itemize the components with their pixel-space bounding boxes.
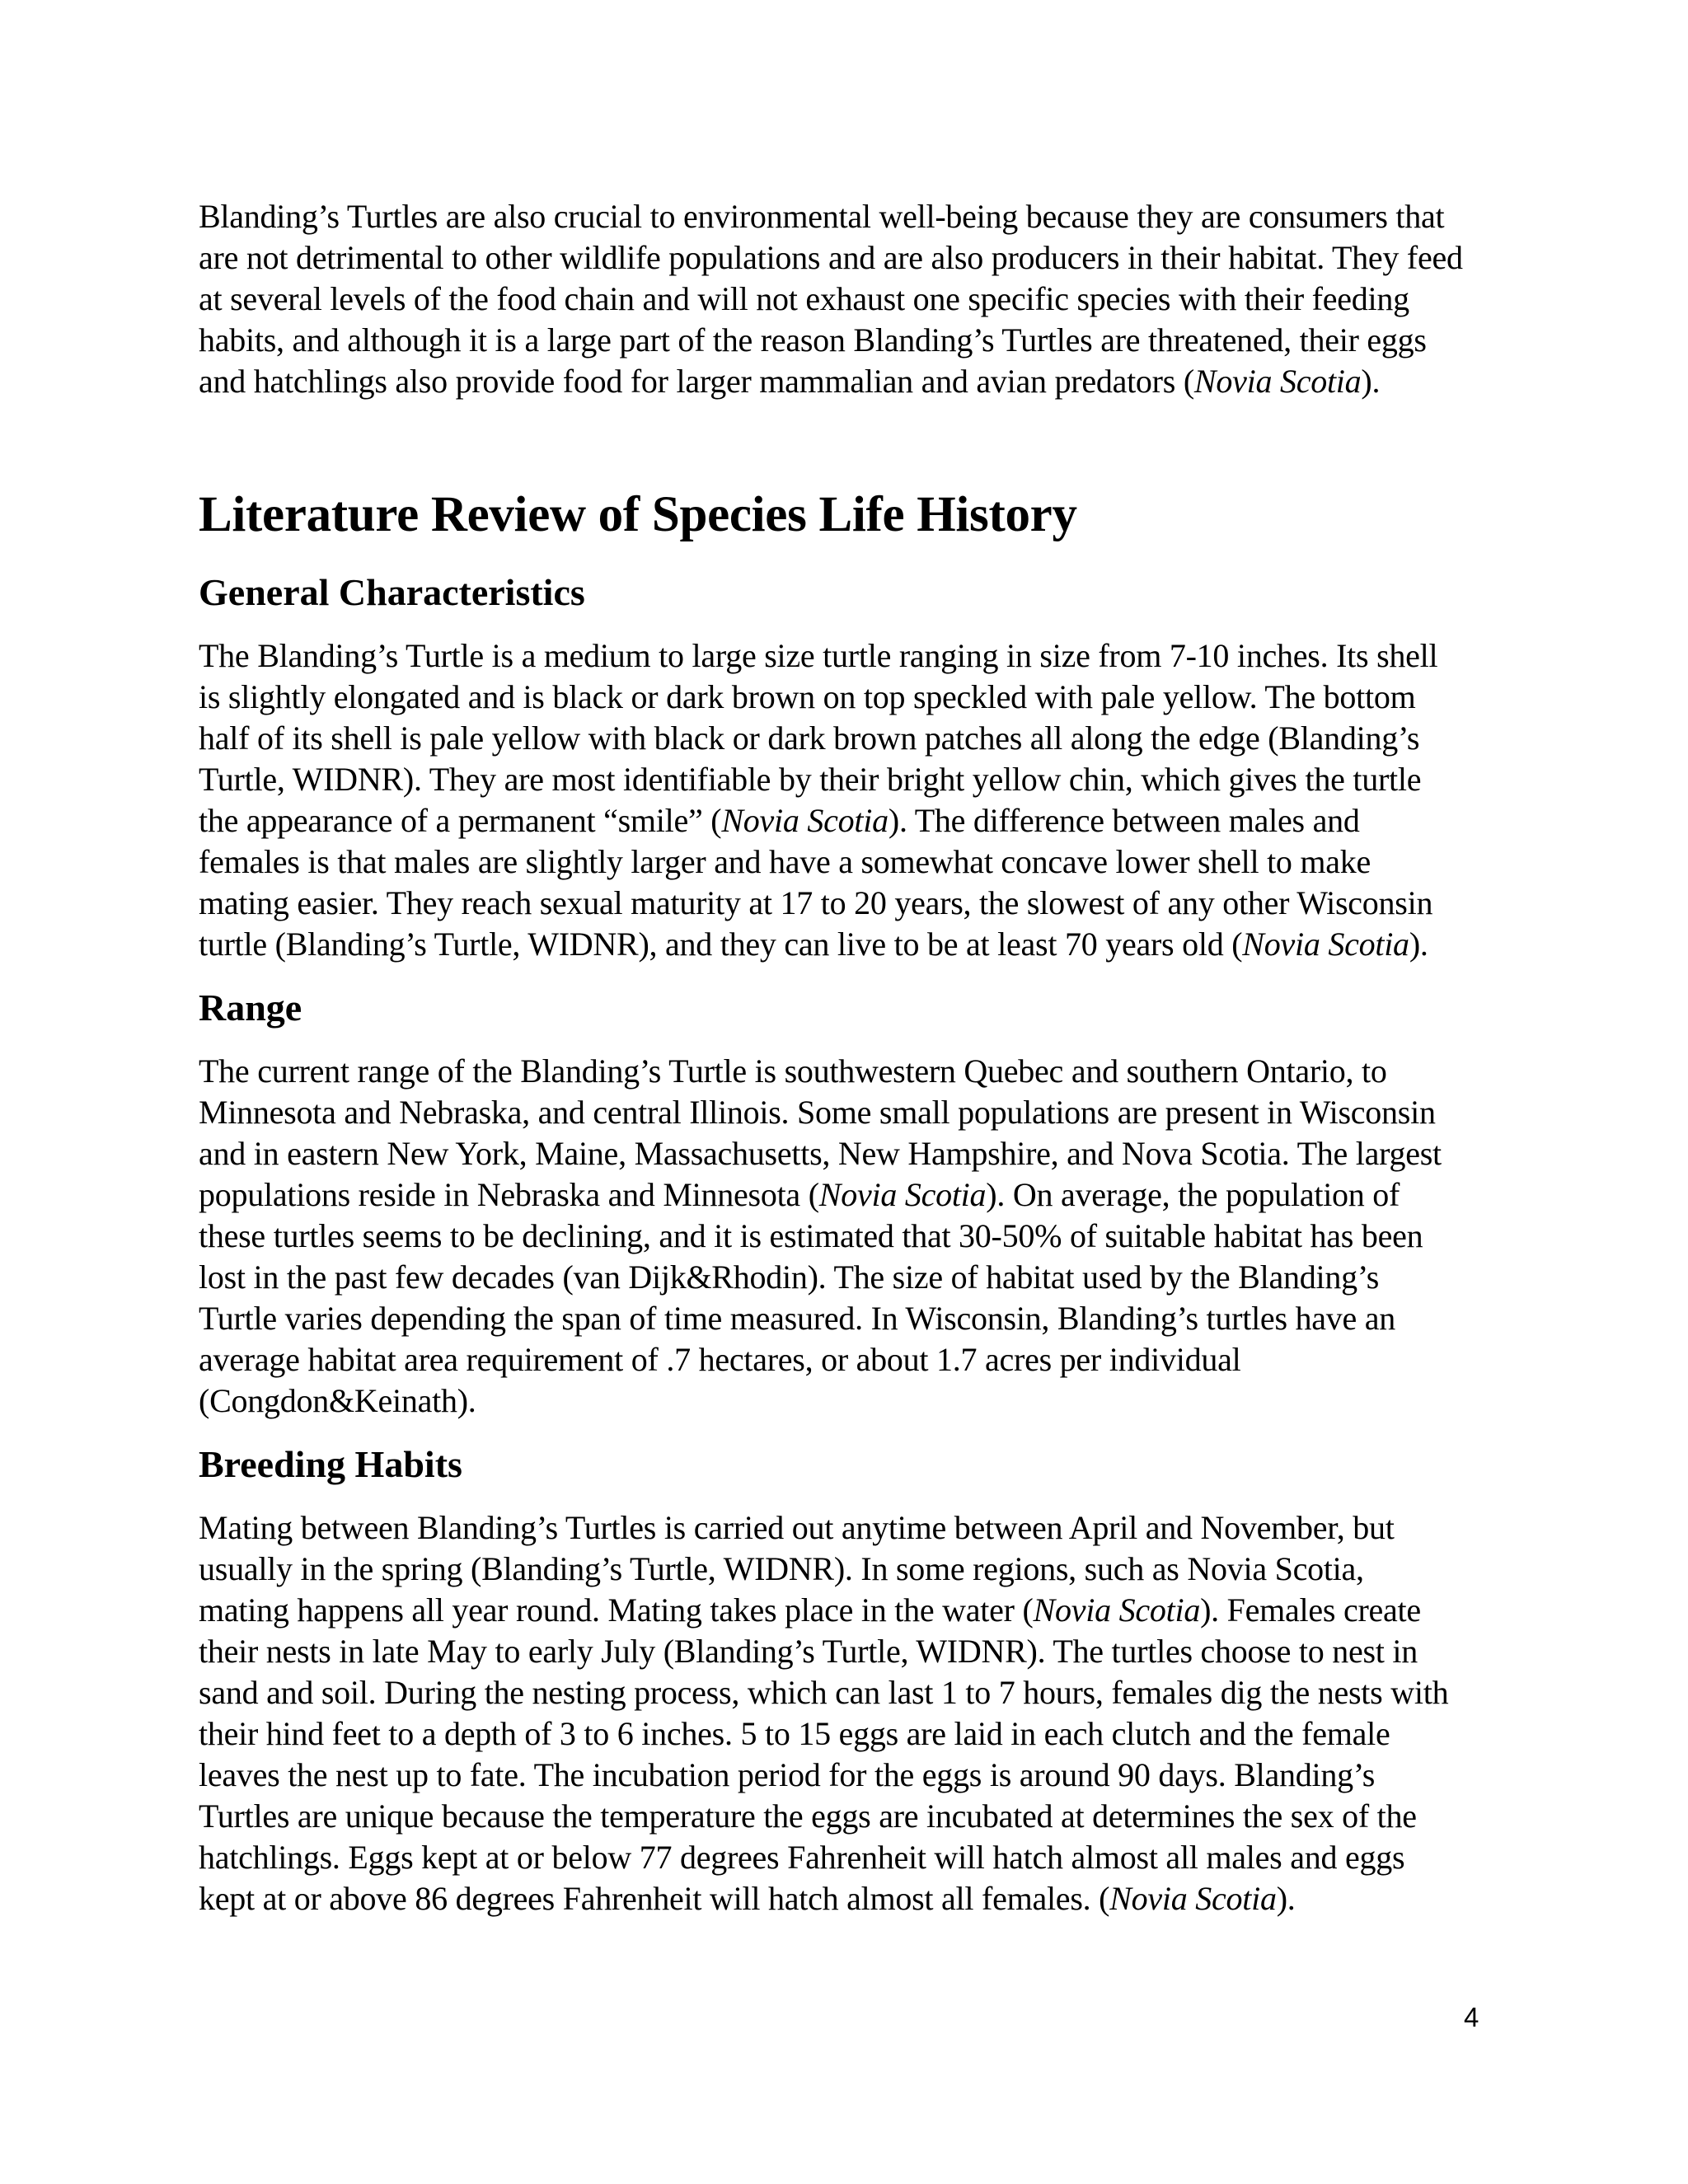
paragraph-line: average habitat area requirement of .7 hectares, or about 1.7 acres per individual — [199, 1341, 1241, 1378]
paragraph-line: is slightly elongated and is black or dark brown on top speckled with pale yellow. The bottom — [199, 678, 1416, 715]
paragraph-line: and hatchlings also provide food for larger mammalian and avian predators (Novia Scotia). — [199, 363, 1381, 400]
paragraph-line: at several levels of the food chain and will not exhaust one specific species with their feeding — [199, 280, 1409, 317]
paragraph-line: The current range of the Blanding’s Turtle is southwestern Quebec and southern Ontario, to — [199, 1052, 1387, 1090]
paragraph-line: kept at or above 86 degrees Fahrenheit will hatch almost all females. (Novia Scotia). — [199, 1880, 1296, 1917]
paragraph-line: hatchlings. Eggs kept at or below 77 degrees Fahrenheit will hatch almost all males and eggs — [199, 1839, 1405, 1876]
paragraph-line: their nests in late May to early July (Blanding’s Turtle, WIDNR). The turtles choose to nest in — [199, 1633, 1418, 1670]
paragraph-line: these turtles seems to be declining, and it is estimated that 30-50% of suitable habitat has been — [199, 1217, 1423, 1254]
citation-italic: Novia Scotia — [1109, 1880, 1277, 1917]
paragraph-line: sand and soil. During the nesting process, which can last 1 to 7 hours, females dig the nests with — [199, 1674, 1449, 1711]
citation-italic: Novia Scotia — [721, 802, 889, 839]
paragraph-line: populations reside in Nebraska and Minnesota (Novia Scotia). On average, the population of — [199, 1176, 1400, 1213]
paragraph-line: Minnesota and Nebraska, and central Illinois. Some small populations are present in Wisconsin — [199, 1094, 1436, 1131]
page-number: 4 — [1464, 2002, 1479, 2032]
citation-italic: Novia Scotia — [1242, 926, 1409, 963]
range-paragraph — [199, 1051, 1501, 1422]
paragraph-line: are not detrimental to other wildlife populations and are also producers in their habitat. They feed — [199, 239, 1463, 276]
paragraph-line: Turtle, WIDNR). They are most identifiable by their bright yellow chin, which gives the turtle — [199, 761, 1422, 798]
paragraph-line: The Blanding’s Turtle is a medium to large size turtle ranging in size from 7-10 inches. Its shell — [199, 637, 1438, 674]
citation-italic: Novia Scotia — [1033, 1591, 1201, 1629]
paragraph-line: mating happens all year round. Mating takes place in the water (Novia Scotia). Females create — [199, 1591, 1421, 1629]
heading-range: Range — [199, 987, 302, 1029]
paragraph-line: half of its shell is pale yellow with black or dark brown patches all along the edge (Blanding’s — [199, 719, 1420, 757]
paragraph-line: Turtles are unique because the temperature the eggs are incubated at determines the sex of the — [199, 1797, 1417, 1835]
paragraph-line: females is that males are slightly larger and have a somewhat concave lower shell to make — [199, 843, 1372, 880]
paragraph-line: (Congdon&Keinath). — [199, 1382, 476, 1419]
intro-paragraph — [199, 196, 1501, 402]
paragraph-line: lost in the past few decades (van Dijk&Rhodin). The size of habitat used by the Blanding’s — [199, 1258, 1380, 1296]
paragraph-line: and in eastern New York, Maine, Massachusetts, New Hampshire, and Nova Scotia. The largest — [199, 1135, 1442, 1172]
paragraph-line: usually in the spring (Blanding’s Turtle, WIDNR). In some regions, such as Novia Scotia, — [199, 1550, 1364, 1587]
paragraph-line: Turtle varies depending the span of time measured. In Wisconsin, Blanding’s turtles have an — [199, 1300, 1396, 1337]
section-title: Literature Review of Species Life History — [199, 487, 1077, 542]
paragraph-line: turtle (Blanding’s Turtle, WIDNR), and they can live to be at least 70 years old (Novia Scotia). — [199, 926, 1428, 963]
citation-italic: Novia Scotia — [818, 1176, 987, 1213]
paragraph-line: the appearance of a permanent “smile” (Novia Scotia). The difference between males and — [199, 802, 1360, 839]
paragraph-line: Blanding’s Turtles are also crucial to environmental well-being because they are consumers that — [199, 198, 1445, 235]
paragraph-line: Mating between Blanding’s Turtles is carried out anytime between April and November, but — [199, 1509, 1395, 1546]
citation-italic: Novia Scotia — [1193, 363, 1362, 400]
breeding-habits-paragraph — [199, 1507, 1501, 1919]
heading-general-characteristics: General Characteristics — [199, 571, 585, 613]
paragraph-line: their hind feet to a depth of 3 to 6 inches. 5 to 15 eggs are laid in each clutch and the female — [199, 1715, 1390, 1752]
paragraph-line: habits, and although it is a large part of the reason Blanding’s Turtles are threatened, their eggs — [199, 321, 1427, 359]
general-characteristics-paragraph — [199, 635, 1501, 965]
paragraph-line: leaves the nest up to fate. The incubation period for the eggs is around 90 days. Blanding’s — [199, 1756, 1376, 1793]
heading-breeding-habits: Breeding Habits — [199, 1443, 462, 1485]
paragraph-line: mating easier. They reach sexual maturity at 17 to 20 years, the slowest of any other Wisconsin — [199, 884, 1433, 921]
